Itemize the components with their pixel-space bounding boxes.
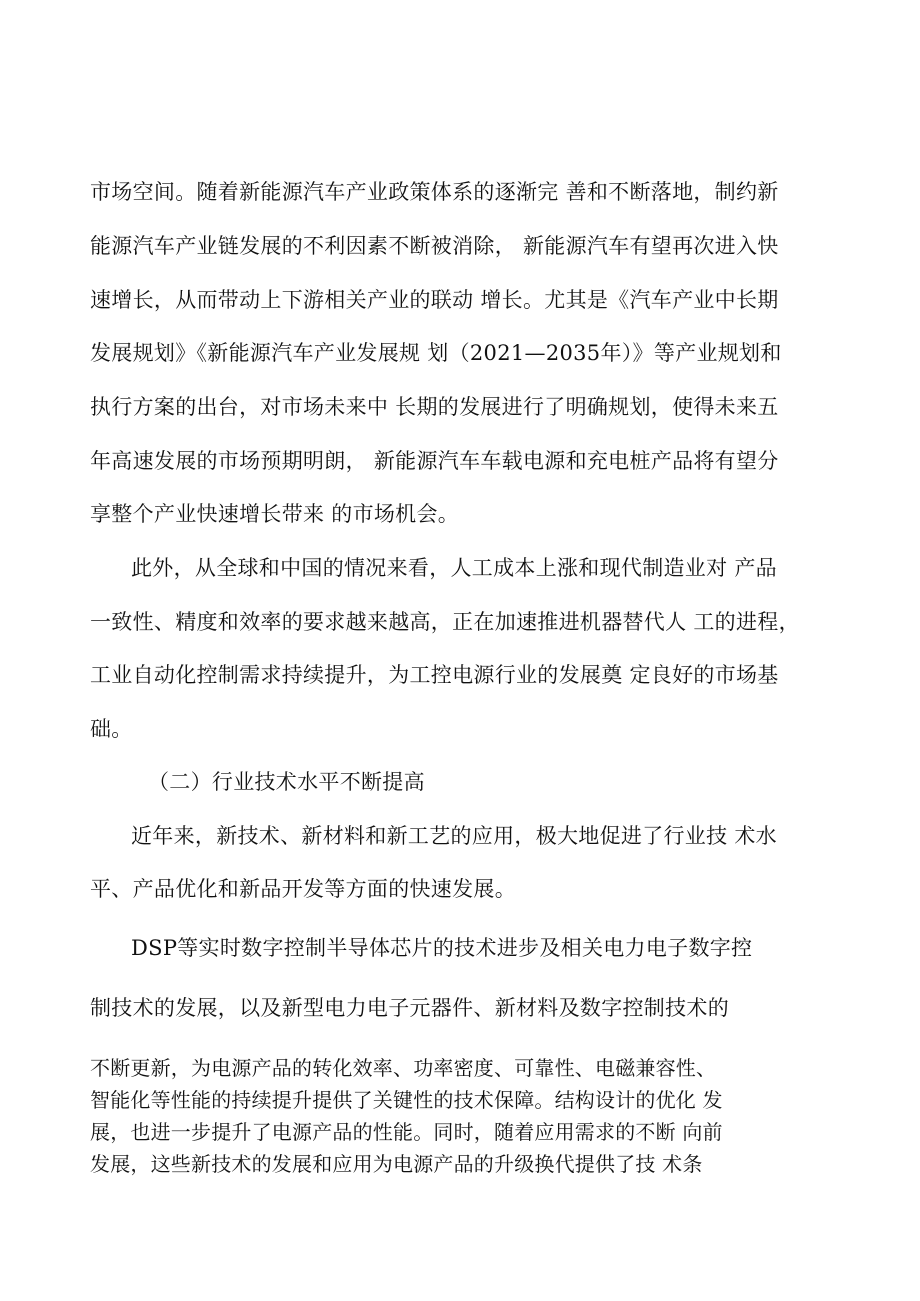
text-line: 智能化等性能的持续提升提供了关键性的技术保障。结构设计的优化 发 [90,1088,723,1112]
text-line: 制技术的发展，以及新型电力电子元器件、新材料及数字控制技术的 [90,996,729,1020]
text-line: 工业自动化控制需求持续提升，为工控电源行业的发展奠 定良好的市场基 [90,663,779,687]
text-line: 展，也进一步提升了电源产品的性能。同时，随着应用需求的不断 向前 [90,1120,723,1144]
text-line: 础。 [90,717,133,741]
text-line: 市场空间。随着新能源汽车产业政策体系的逐渐完 善和不断落地，制约新 [90,180,779,204]
text-line: 年高速发展的市场预期明朗， 新能源汽车车载电源和充电桩产品将有望分 [90,449,779,473]
text-line: 执行方案的出台，对市场未来中 长期的发展进行了明确规划，使得未来五 [90,395,779,419]
text-line: 平、产品优化和新品开发等方面的快速发展。 [90,877,516,901]
text-line: 享整个产业快速增长带来 的市场机会。 [90,502,460,526]
text-line: 发展规划》《新能源汽车产业发展规 划（2021—2035年）》等产业规划和 [90,341,782,365]
text-line: 发展，这些新技术的发展和应用为电源产品的升级换代提供了技 术条 [90,1152,703,1176]
text-line: DSP等实时数字控制半导体芯片的技术进步及相关电力电子数字控 [131,936,753,960]
text-line: 速增长，从而带动上下游相关产业的联动 增长。尤其是《汽车产业中长期 [90,288,779,312]
text-line: 近年来，新技术、新材料和新工艺的应用，极大地促进了行业技 术水 [131,824,777,848]
text-line: 一致性、精度和效率的要求越来越高，正在加速推进机器替代人 工的进程， [90,610,800,634]
text-line: 此外，从全球和中国的情况来看，人工成本上涨和现代制造业对 产品 [131,556,777,580]
text-line: 能源汽车产业链发展的不利因素不断被消除， 新能源汽车有望再次进入快 [90,234,779,258]
text-line: 不断更新，为电源产品的转化效率、功率密度、可靠性、电磁兼容性、 [90,1056,717,1080]
section-heading: （二）行业技术水平不断提高 [148,770,425,794]
